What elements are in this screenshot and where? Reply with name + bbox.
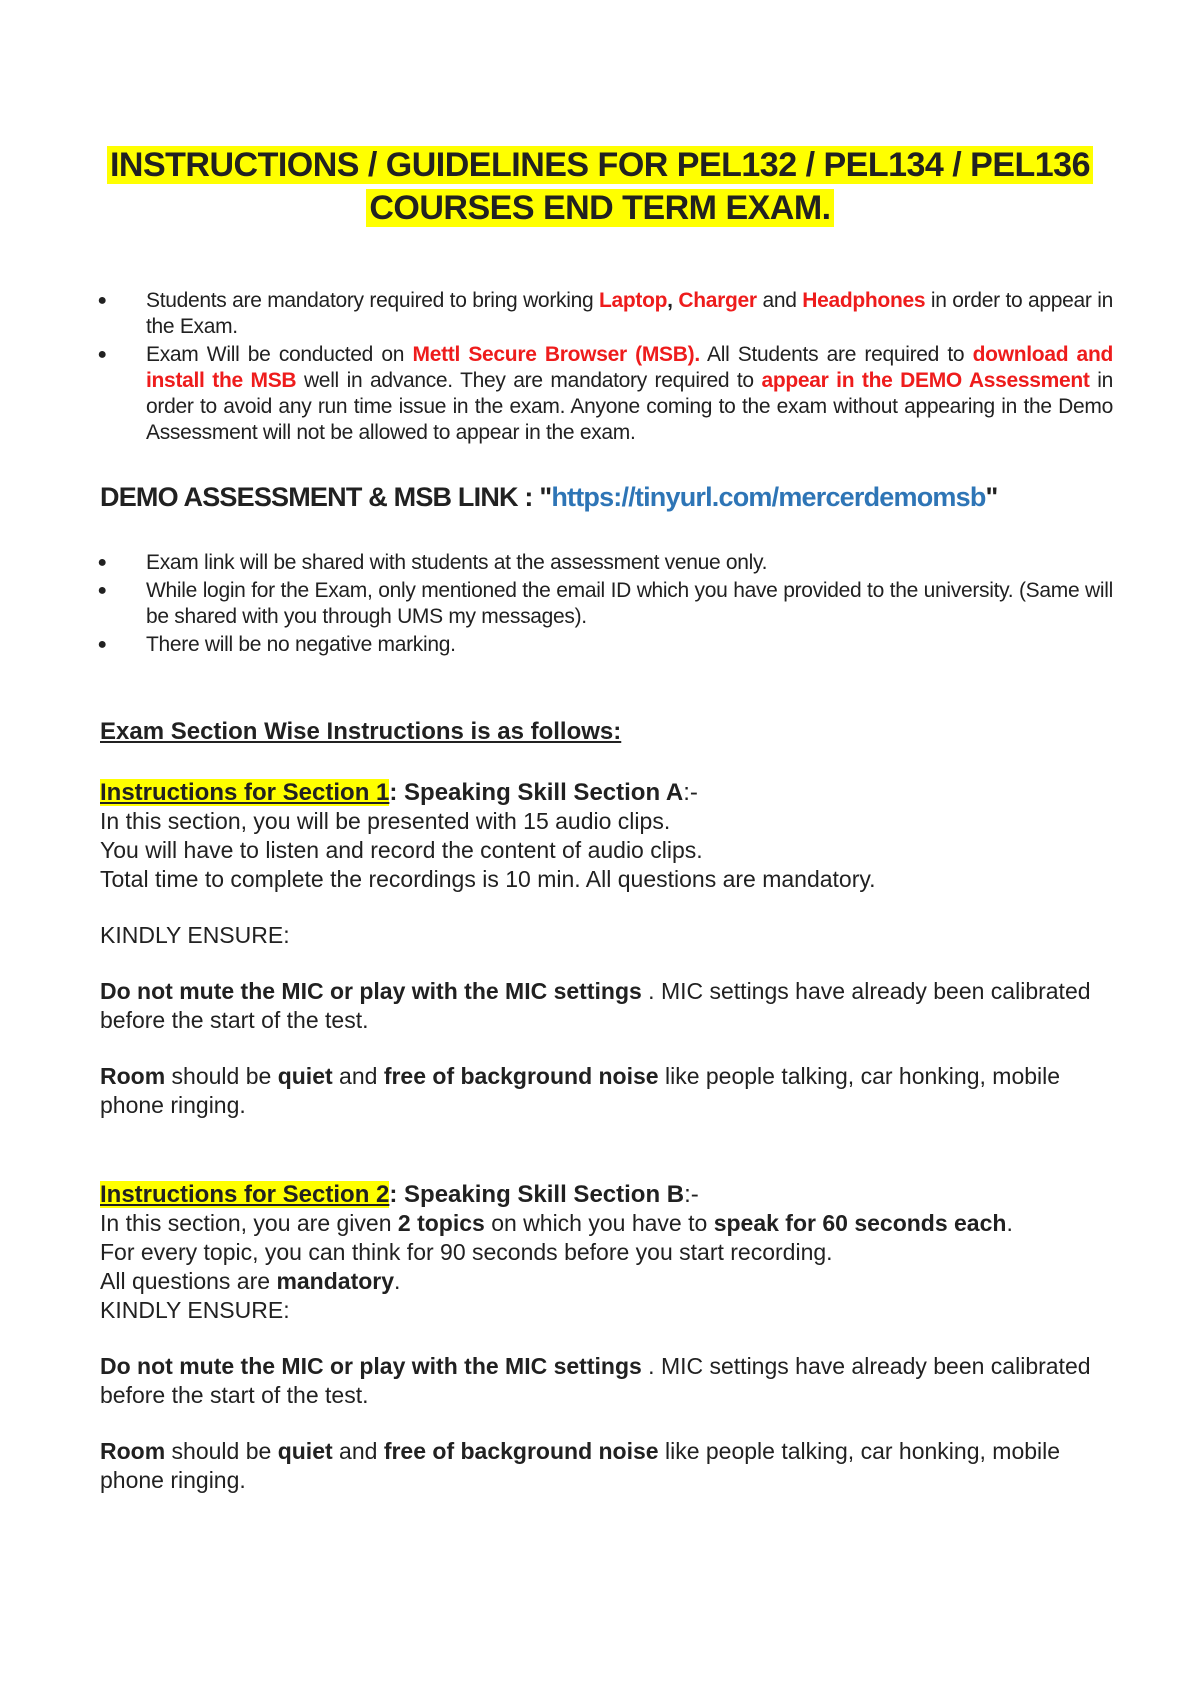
title-line-2: COURSES END TERM EXAM.	[366, 189, 833, 227]
charger-text: Charger	[678, 289, 757, 312]
room-instruction: Room should be quiet and free of background noise like people talking, car honking, mobile phone ringing.	[100, 1063, 1061, 1118]
mic-instruction: Do not mute the MIC or play with the MIC settings . MIC settings have already been calibrated before the start of the test.	[100, 978, 1091, 1033]
section-1-line: In this section, you will be presented with 15 audio clips.	[100, 808, 671, 834]
list-item: ● Exam Will be conducted on Mettl Secure Browser (MSB). All Students are required to download and install the MSB well in advance. They are mandatory required to appear in the DEMO Assessment in order to avoid any run time issue in the exam. Anyone coming to the exam without appearing in the Demo Assessment will not be allowed to appear in the exam.	[100, 342, 1113, 446]
demo-link[interactable]: https://tinyurl.com/mercerdemomsb	[551, 482, 986, 512]
mic-instruction: Do not mute the MIC or play with the MIC settings . MIC settings have already been calibrated before the start of the test.	[100, 1353, 1091, 1408]
kindly-ensure: KINDLY ENSURE:	[100, 1297, 290, 1323]
section-2-line: In this section, you are given 2 topics on which you have to speak for 60 seconds each.	[100, 1210, 1013, 1236]
section-wise-heading: Exam Section Wise Instructions is as follows:	[100, 718, 622, 745]
section-1	[100, 778, 1110, 1120]
title-line-1: INSTRUCTIONS / GUIDELINES FOR PEL132 / PEL134 / PEL136	[107, 146, 1093, 184]
list-item: ● Students are mandatory required to bring working Laptop, Charger and Headphones in order to appear in the Exam.	[100, 288, 1113, 340]
section-2-heading: Instructions for Section 2: Speaking Skill Section B:-	[100, 1181, 699, 1208]
download-text: download and install the MSB	[146, 343, 1113, 392]
bullet-icon: ●	[97, 292, 107, 309]
section-2-line: For every topic, you can think for 90 seconds before you start recording.	[100, 1239, 833, 1265]
section-2-line: All questions are mandatory.	[100, 1268, 401, 1294]
section-1-label: Instructions for Section 1	[100, 779, 390, 806]
exam-info-list	[97, 550, 1113, 660]
laptop-text: Laptop	[598, 289, 668, 312]
kindly-ensure: KINDLY ENSURE:	[100, 922, 290, 948]
list-item: ● Exam link will be shared with students at the assessment venue only.	[100, 550, 1113, 576]
msb-text: Mettl Secure Browser (MSB).	[412, 343, 700, 366]
list-item: ● There will be no negative marking.	[100, 632, 1113, 658]
demo-link-heading: DEMO ASSESSMENT & MSB LINK : "https://tinyurl.com/mercerdemomsb"	[100, 482, 998, 512]
room-instruction: Room should be quiet and free of background noise like people talking, car honking, mobile phone ringing.	[100, 1438, 1061, 1493]
section-2	[100, 1180, 1110, 1495]
requirements-list	[97, 288, 1114, 448]
section-1-line: You will have to listen and record the content of audio clips.	[100, 837, 703, 863]
bullet-icon: ●	[97, 636, 107, 653]
bullet-icon: ●	[97, 554, 107, 571]
page-title	[100, 144, 1100, 230]
list-item: ● While login for the Exam, only mentioned the email ID which you have provided to the university. (Same will be shared with you through UMS my messages).	[100, 578, 1113, 630]
bullet-icon: ●	[97, 346, 107, 363]
demo-text: appear in the DEMO Assessment	[761, 369, 1090, 392]
section-2-label: Instructions for Section 2	[100, 1181, 390, 1208]
section-1-line: Total time to complete the recordings is 10 min. All questions are mandatory.	[100, 866, 876, 892]
section-1-heading: Instructions for Section 1: Speaking Skill Section A:-	[100, 779, 698, 806]
bullet-icon: ●	[97, 582, 107, 599]
headphones-text: Headphones	[802, 289, 926, 312]
